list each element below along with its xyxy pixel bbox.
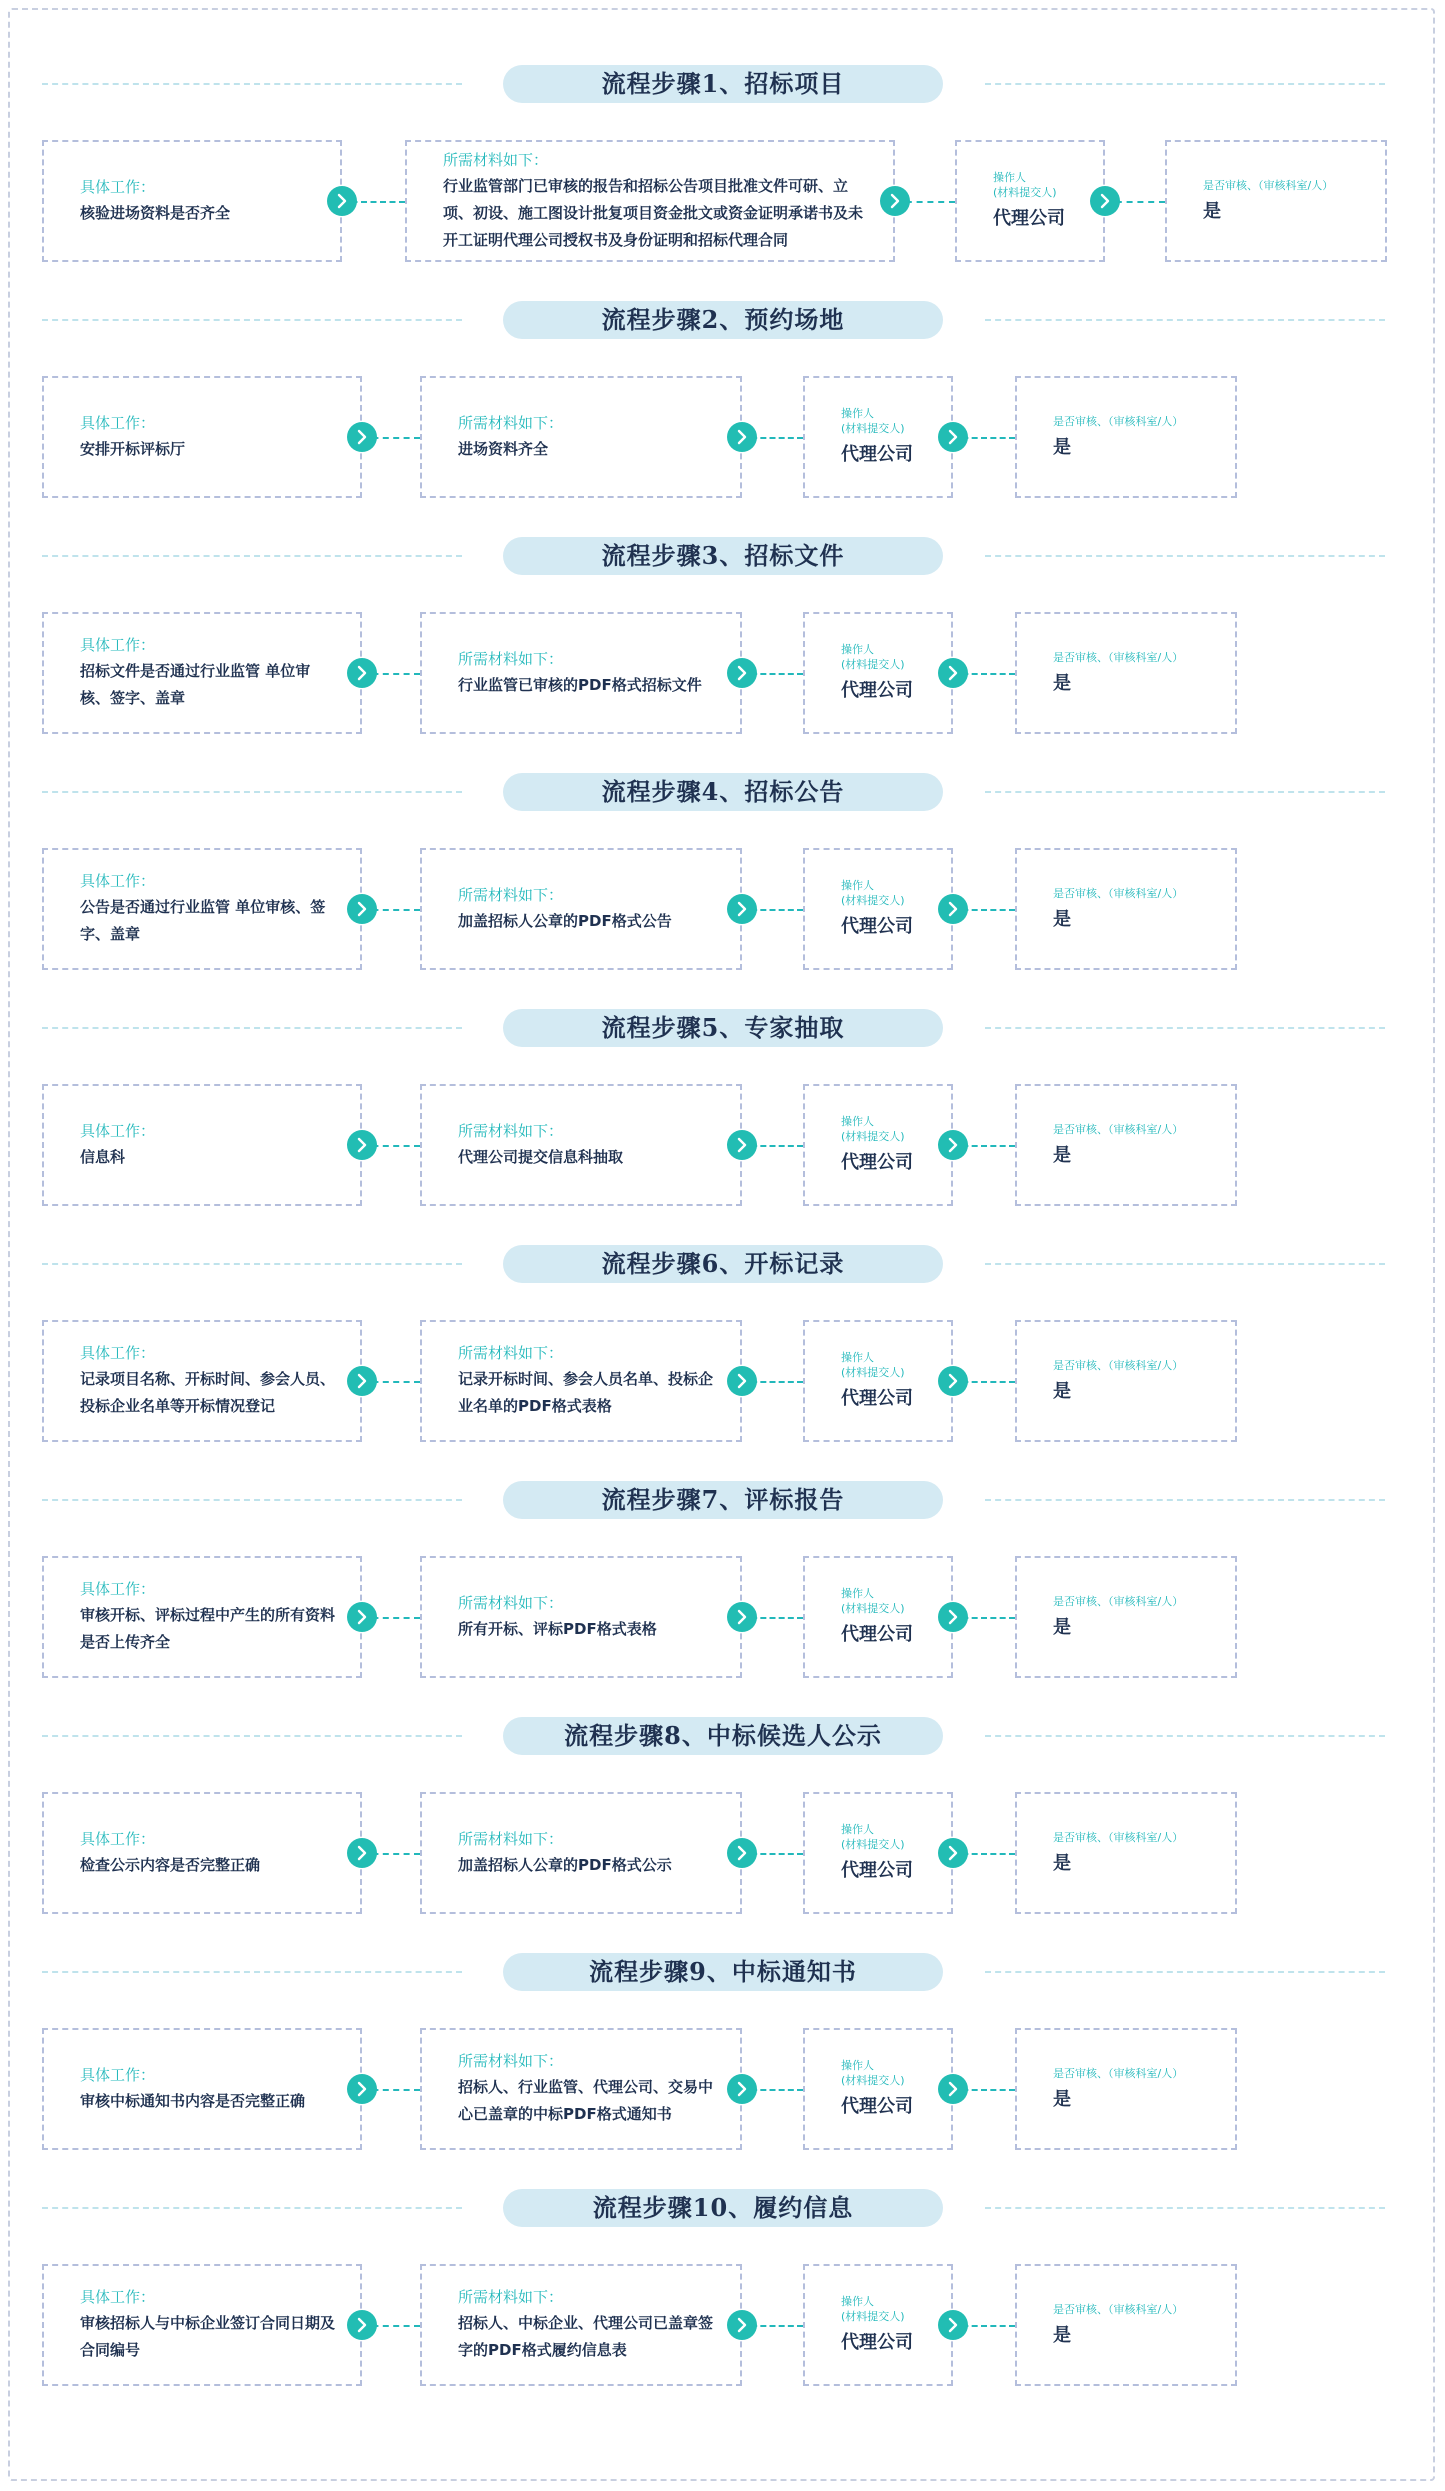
operator-sublabel: (材料提交人) <box>841 1366 905 1379</box>
operator-text: 代理公司 <box>993 208 1065 229</box>
work-label: 具体工作： <box>80 1344 156 1362</box>
material-label: 所需材料如下： <box>443 150 549 169</box>
chevron-right-icon <box>727 1366 757 1396</box>
chevron-right-icon <box>727 658 757 688</box>
material-box <box>420 2028 742 2150</box>
work-box <box>42 1792 362 1914</box>
operator-box <box>803 848 953 970</box>
operator-label: 操作人 <box>841 1823 874 1836</box>
step-title: 流程步骤9、中标通知书 <box>503 1953 943 1991</box>
material-label: 所需材料如下： <box>458 1593 564 1612</box>
operator-label: 操作人 <box>841 2295 874 2308</box>
title-divider-right <box>985 319 1385 321</box>
material-box <box>420 1320 742 1442</box>
process-step <box>0 1933 1445 2168</box>
review-text: 是 <box>1053 908 1071 930</box>
material-box <box>405 140 895 262</box>
work-box <box>42 376 362 498</box>
operator-label: 操作人 <box>841 879 874 892</box>
material-text: 所有开标、评标PDF格式表格 <box>458 1619 657 1638</box>
work-box <box>42 2264 362 2386</box>
chevron-right-icon <box>938 1130 968 1160</box>
chevron-right-icon <box>727 1838 757 1868</box>
material-label: 所需材料如下： <box>458 2052 564 2070</box>
operator-text: 代理公司 <box>841 916 913 937</box>
material-label: 所需材料如下： <box>458 1121 564 1140</box>
review-text: 是 <box>1053 2088 1071 2110</box>
work-text: 招标文件是否通过行业监管 单位审核、签字、盖章 <box>80 662 311 707</box>
operator-box <box>803 2264 953 2386</box>
operator-sublabel: (材料提交人) <box>841 2310 905 2323</box>
process-step <box>0 1461 1445 1696</box>
work-box <box>42 1556 362 1678</box>
process-step <box>0 989 1445 1224</box>
operator-label: 操作人 <box>841 2059 874 2072</box>
operator-label: 操作人 <box>841 643 874 656</box>
material-box <box>420 848 742 970</box>
operator-box <box>803 1556 953 1678</box>
material-label: 所需材料如下： <box>458 1829 564 1848</box>
work-text: 审核中标通知书内容是否完整正确 <box>80 2091 306 2110</box>
chevron-right-icon <box>727 1602 757 1632</box>
chevron-right-icon <box>347 1130 377 1160</box>
material-text: 招标人、行业监管、代理公司、交易中心已盖章的中标PDF格式通知书 <box>458 2078 714 2123</box>
chevron-right-icon <box>938 1602 968 1632</box>
step-title: 流程步骤8、中标候选人公示 <box>503 1717 943 1755</box>
review-label: 是否审核、（审核科室/人） <box>1053 2066 1184 2080</box>
step-title: 流程步骤1、招标项目 <box>503 65 943 103</box>
chevron-right-icon <box>347 1602 377 1632</box>
process-step <box>0 1225 1445 1460</box>
step-title: 流程步骤4、招标公告 <box>503 773 943 811</box>
operator-sublabel: (材料提交人) <box>841 422 905 435</box>
operator-box <box>803 1084 953 1206</box>
operator-label: 操作人 <box>841 1115 874 1128</box>
chevron-right-icon <box>347 422 377 452</box>
review-text: 是 <box>1053 1144 1071 1166</box>
title-divider-right <box>985 791 1385 793</box>
work-text: 核验进场资料是否齐全 <box>80 203 231 222</box>
chevron-right-icon <box>727 2310 757 2340</box>
review-label: 是否审核、（审核科室/人） <box>1053 2302 1184 2316</box>
work-label: 具体工作： <box>80 413 156 432</box>
operator-box <box>955 140 1105 262</box>
title-divider-right <box>985 1499 1385 1501</box>
operator-box <box>803 376 953 498</box>
review-box <box>1015 848 1237 970</box>
operator-label: 操作人 <box>841 1587 874 1600</box>
review-label: 是否审核、（审核科室/人） <box>1053 1594 1184 1608</box>
operator-box <box>803 2028 953 2150</box>
material-text: 加盖招标人公章的PDF格式公告 <box>458 911 672 930</box>
operator-sublabel: (材料提交人) <box>993 186 1057 199</box>
operator-label: 操作人 <box>841 1351 874 1364</box>
process-step <box>0 1697 1445 1932</box>
process-step <box>0 517 1445 752</box>
review-text: 是 <box>1053 436 1071 458</box>
title-divider-left <box>42 1499 462 1501</box>
operator-sublabel: (材料提交人) <box>841 894 905 907</box>
work-box <box>42 2028 362 2150</box>
work-box <box>42 1320 362 1442</box>
work-text: 信息科 <box>80 1147 126 1166</box>
operator-box <box>803 612 953 734</box>
work-label: 具体工作： <box>80 636 156 654</box>
title-divider-right <box>985 2207 1385 2209</box>
process-step <box>0 281 1445 516</box>
review-label: 是否审核、（审核科室/人） <box>1053 886 1184 900</box>
chevron-right-icon <box>938 2310 968 2340</box>
work-label: 具体工作： <box>80 1580 156 1598</box>
work-label: 具体工作： <box>80 2065 156 2084</box>
title-divider-left <box>42 83 462 85</box>
title-divider-right <box>985 555 1385 557</box>
chevron-right-icon <box>727 1130 757 1160</box>
review-label: 是否审核、（审核科室/人） <box>1053 1122 1184 1136</box>
title-divider-right <box>985 1027 1385 1029</box>
work-box <box>42 848 362 970</box>
chevron-right-icon <box>727 2074 757 2104</box>
material-text: 进场资料齐全 <box>458 439 549 458</box>
material-label: 所需材料如下： <box>458 413 564 432</box>
material-box <box>420 1084 742 1206</box>
review-label: 是否审核、（审核科室/人） <box>1053 414 1184 428</box>
step-title: 流程步骤10、履约信息 <box>503 2189 943 2227</box>
review-box <box>1015 2264 1237 2386</box>
step-title: 流程步骤6、开标记录 <box>503 1245 943 1283</box>
material-text: 加盖招标人公章的PDF格式公示 <box>458 1855 672 1874</box>
material-box <box>420 612 742 734</box>
chevron-right-icon <box>347 2310 377 2340</box>
process-step <box>0 753 1445 988</box>
chevron-right-icon <box>347 1366 377 1396</box>
operator-box <box>803 1320 953 1442</box>
chevron-right-icon <box>880 186 910 216</box>
review-box <box>1015 2028 1237 2150</box>
material-text: 行业监管部门已审核的报告和招标公告项目批准文件可研、立项、初设、施工图设计批复项目资金批文或资金证明承诺书及未开工证明代理公司授权书及身份证明和招标代理合同 <box>443 176 864 249</box>
review-label: 是否审核、（审核科室/人） <box>1053 1830 1184 1844</box>
operator-sublabel: (材料提交人) <box>841 658 905 671</box>
work-label: 具体工作： <box>80 1829 156 1848</box>
chevron-right-icon <box>327 186 357 216</box>
material-box <box>420 1556 742 1678</box>
step-title: 流程步骤2、预约场地 <box>503 301 943 339</box>
review-box <box>1015 612 1237 734</box>
work-text: 审核招标人与中标企业签订合同日期及合同编号 <box>80 2314 336 2359</box>
title-divider-right <box>985 1263 1385 1265</box>
operator-sublabel: (材料提交人) <box>841 1130 905 1143</box>
title-divider-left <box>42 1263 462 1265</box>
operator-sublabel: (材料提交人) <box>841 1838 905 1851</box>
material-text: 代理公司提交信息科抽取 <box>458 1147 624 1166</box>
step-title: 流程步骤3、招标文件 <box>503 537 943 575</box>
work-text: 安排开标评标厅 <box>80 439 186 458</box>
review-label: 是否审核、（审核科室/人） <box>1053 650 1184 664</box>
chevron-right-icon <box>347 894 377 924</box>
step-title: 流程步骤7、评标报告 <box>503 1481 943 1519</box>
work-box <box>42 1084 362 1206</box>
review-box <box>1015 1084 1237 1206</box>
material-box <box>420 376 742 498</box>
review-text: 是 <box>1053 1852 1071 1874</box>
chevron-right-icon <box>347 658 377 688</box>
title-divider-left <box>42 1027 462 1029</box>
operator-text: 代理公司 <box>841 680 913 701</box>
operator-text: 代理公司 <box>841 444 913 465</box>
operator-label: 操作人 <box>841 407 874 420</box>
review-box <box>1015 1556 1237 1678</box>
title-divider-left <box>42 555 462 557</box>
step-title: 流程步骤5、专家抽取 <box>503 1009 943 1047</box>
work-label: 具体工作： <box>80 872 156 890</box>
work-label: 具体工作： <box>80 2288 156 2306</box>
material-text: 记录开标时间、参会人员名单、投标企业名单的PDF格式表格 <box>458 1370 714 1415</box>
material-label: 所需材料如下： <box>458 2288 564 2306</box>
title-divider-left <box>42 1971 462 1973</box>
work-text: 检查公示内容是否完整正确 <box>80 1855 261 1874</box>
material-label: 所需材料如下： <box>458 885 564 904</box>
material-label: 所需材料如下： <box>458 649 564 668</box>
title-divider-left <box>42 319 462 321</box>
work-box <box>42 140 342 262</box>
chevron-right-icon <box>347 1838 377 1868</box>
title-divider-left <box>42 2207 462 2209</box>
operator-sublabel: (材料提交人) <box>841 2074 905 2087</box>
review-box <box>1165 140 1387 262</box>
title-divider-left <box>42 1735 462 1737</box>
chevron-right-icon <box>727 894 757 924</box>
material-label: 所需材料如下： <box>458 1344 564 1362</box>
review-text: 是 <box>1053 1380 1071 1402</box>
review-text: 是 <box>1053 2324 1071 2346</box>
operator-text: 代理公司 <box>841 1860 913 1881</box>
chevron-right-icon <box>347 2074 377 2104</box>
material-box <box>420 1792 742 1914</box>
material-box <box>420 2264 742 2386</box>
chevron-right-icon <box>938 422 968 452</box>
work-text: 审核开标、评标过程中产生的所有资料是否上传齐全 <box>80 1606 336 1651</box>
chevron-right-icon <box>938 658 968 688</box>
chevron-right-icon <box>727 422 757 452</box>
review-text: 是 <box>1053 1616 1071 1638</box>
operator-label: 操作人 <box>993 171 1026 184</box>
operator-text: 代理公司 <box>841 1152 913 1173</box>
review-label: 是否审核、（审核科室/人） <box>1203 178 1334 192</box>
title-divider-right <box>985 1971 1385 1973</box>
operator-text: 代理公司 <box>841 2096 913 2117</box>
chevron-right-icon <box>938 2074 968 2104</box>
material-text: 行业监管已审核的PDF格式招标文件 <box>458 675 702 694</box>
title-divider-left <box>42 791 462 793</box>
review-box <box>1015 1792 1237 1914</box>
review-label: 是否审核、（审核科室/人） <box>1053 1358 1184 1372</box>
work-label: 具体工作： <box>80 1121 156 1140</box>
chevron-right-icon <box>938 1366 968 1396</box>
operator-text: 代理公司 <box>841 1624 913 1645</box>
material-text: 招标人、中标企业、代理公司已盖章签字的PDF格式履约信息表 <box>458 2314 714 2359</box>
review-text: 是 <box>1053 672 1071 694</box>
operator-sublabel: (材料提交人) <box>841 1602 905 1615</box>
review-box <box>1015 376 1237 498</box>
title-divider-right <box>985 83 1385 85</box>
work-label: 具体工作： <box>80 177 156 196</box>
chevron-right-icon <box>938 1838 968 1868</box>
process-step <box>0 45 1445 280</box>
title-divider-right <box>985 1735 1385 1737</box>
review-box <box>1015 1320 1237 1442</box>
work-text: 公告是否通过行业监管 单位审核、签字、盖章 <box>80 898 326 943</box>
work-text: 记录项目名称、开标时间、参会人员、投标企业名单等开标情况登记 <box>80 1370 336 1415</box>
chevron-right-icon <box>1090 186 1120 216</box>
operator-text: 代理公司 <box>841 1388 913 1409</box>
work-box <box>42 612 362 734</box>
operator-box <box>803 1792 953 1914</box>
chevron-right-icon <box>938 894 968 924</box>
process-step <box>0 2169 1445 2404</box>
operator-text: 代理公司 <box>841 2332 913 2353</box>
review-text: 是 <box>1203 200 1221 222</box>
